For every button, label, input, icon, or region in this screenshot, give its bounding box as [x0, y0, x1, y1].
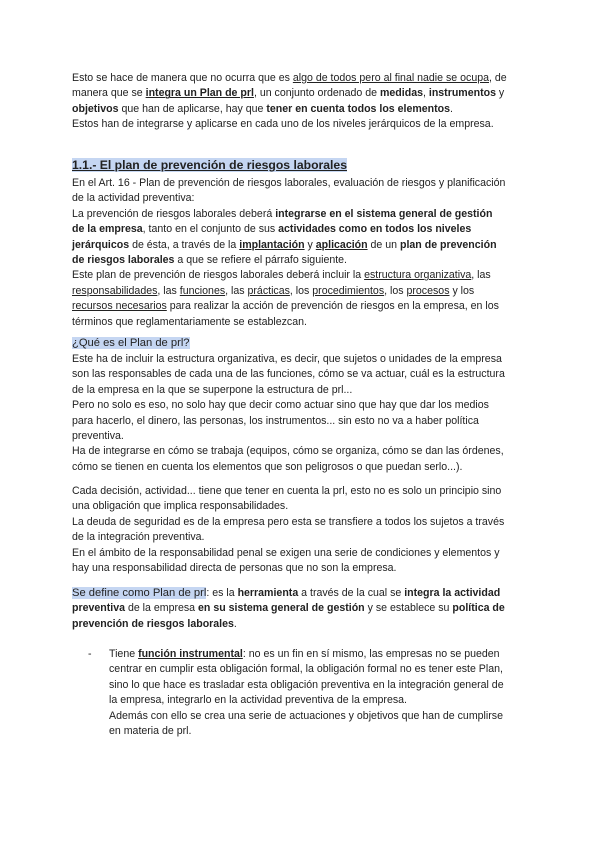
- text-line: Cada decisión, actividad... tiene que tener en cuenta la prl, esto no es solo un principio sino: [72, 485, 502, 497]
- text-line: en materia de prl.: [109, 725, 192, 738]
- text-line: Esto se hace de manera que no ocurra que es algo de todos pero al final nadie se ocupa, de: [72, 72, 507, 84]
- text-line: de la empresa, tanto en el conjunto de sus actividades como en todos los niveles: [72, 223, 472, 236]
- section-que-es-body-2: [72, 484, 532, 576]
- section-que-es-body: [72, 352, 532, 475]
- text-line: responsabilidades, las funciones, las prácticas, los procedimientos, los procesos y los: [72, 284, 475, 297]
- definition-paragraph: [72, 586, 532, 632]
- text-line: preventiva de la empresa en su sistema general de gestión y se establece su política de: [72, 602, 505, 615]
- text-line: cómo se tienen en cuenta los elementos que son peligrosos o que puedan serlo...).: [72, 460, 463, 473]
- text-line: recursos necesarios para realizar la acción de prevención de riesgos en la empresa, en los: [72, 300, 499, 313]
- text-line: hay una responsabilidad directa de personas que no son la empresa.: [72, 562, 397, 575]
- text-line: términos que reglamentariamente se establezcan.: [72, 315, 307, 328]
- bullet-dash: -: [88, 648, 92, 660]
- section-plan-body: [72, 176, 532, 330]
- section-heading-plan: [72, 158, 532, 174]
- text-line: centrar en cumplir esta obligación formal, la obligación formal no es tener este Plan,: [109, 663, 503, 676]
- text-line: En el Art. 16 - Plan de prevención de riesgos laborales, evaluación de riesgos y planificación: [72, 177, 506, 189]
- text-line: Tiene función instrumental: no es un fin en sí mismo, las empresas no se pueden: [109, 648, 500, 660]
- text-line: La deuda de seguridad es de la empresa pero esta se transfiere a todos los sujetos a través: [72, 515, 505, 528]
- text-line: para hacerlo, el dinero, las personas, los instrumentos... sin esto no va a haber política: [72, 414, 479, 427]
- text-line: Se define como Plan de prl: es la herramienta a través de la cual se integra la actividad: [72, 587, 501, 599]
- text-line: En el ámbito de la responsabilidad penal se exigen una serie de condiciones y elementos y: [72, 546, 500, 559]
- bullet-text: [109, 647, 539, 739]
- text-line: de riesgos laborales a que se refiere el párrafo siguiente.: [72, 254, 347, 267]
- section-heading-que-es: [72, 336, 532, 351]
- text-line: Pero no solo es eso, no solo hay que decir como actuar sino que hay que dar los medios: [72, 399, 489, 412]
- text-line: Este plan de prevención de riesgos laborales deberá incluir la estructura organizativa, las: [72, 269, 491, 282]
- bullet-item: [88, 647, 538, 747]
- text-line: de la actividad preventiva:: [72, 192, 195, 205]
- text-line: Además con ello se crea una serie de actuaciones y objetivos que han de cumplirse: [109, 709, 503, 722]
- text-line: una obligación que implica responsabilidades.: [72, 500, 289, 513]
- text-line: preventiva.: [72, 430, 124, 443]
- section-title: 1.1.- El plan de prevención de riesgos laborales: [72, 158, 347, 172]
- text-line: manera que se integra un Plan de prl, un conjunto ordenado de medidas, instrumentos y: [72, 87, 505, 100]
- definition-term: Se define como Plan de prl: [72, 587, 207, 599]
- text-line: La prevención de riesgos laborales deberá integrarse en el sistema general de gestión: [72, 207, 493, 220]
- text-line: objetivos que han de aplicarse, hay que tener en cuenta todos los elementos.: [72, 102, 453, 115]
- text-line: la empresa, integrarlo en la actividad preventiva de la empresa.: [109, 694, 407, 707]
- text-line: Estos han de integrarse y aplicarse en cada uno de los niveles jerárquicos de la empresa.: [72, 118, 494, 131]
- text-line: de la integración preventiva.: [72, 531, 205, 544]
- text-line: sino lo que hace es trasladar esta obligación preventiva en la integración general de: [109, 678, 504, 691]
- text-line: Ha de integrarse en cómo se trabaja (equipos, cómo se organiza, cómo se dan las órdenes,: [72, 445, 504, 458]
- intro-paragraph: [72, 71, 532, 133]
- text-line: prevención de riesgos laborales.: [72, 617, 237, 630]
- text-line: de la empresa en la que se superpone la estructura de prl...: [72, 383, 353, 396]
- text-line: jerárquicos de ésta, a través de la implantación y aplicación de un plan de prevención: [72, 238, 497, 251]
- section-subtitle: ¿Qué es el Plan de prl?: [72, 337, 190, 349]
- text-line: son las responsables de cada una de las funciones, cómo se va actuar, cuál es la estructura: [72, 368, 505, 381]
- text-line: Este ha de incluir la estructura organizativa, es decir, que sujetos o unidades de la empresa: [72, 353, 502, 365]
